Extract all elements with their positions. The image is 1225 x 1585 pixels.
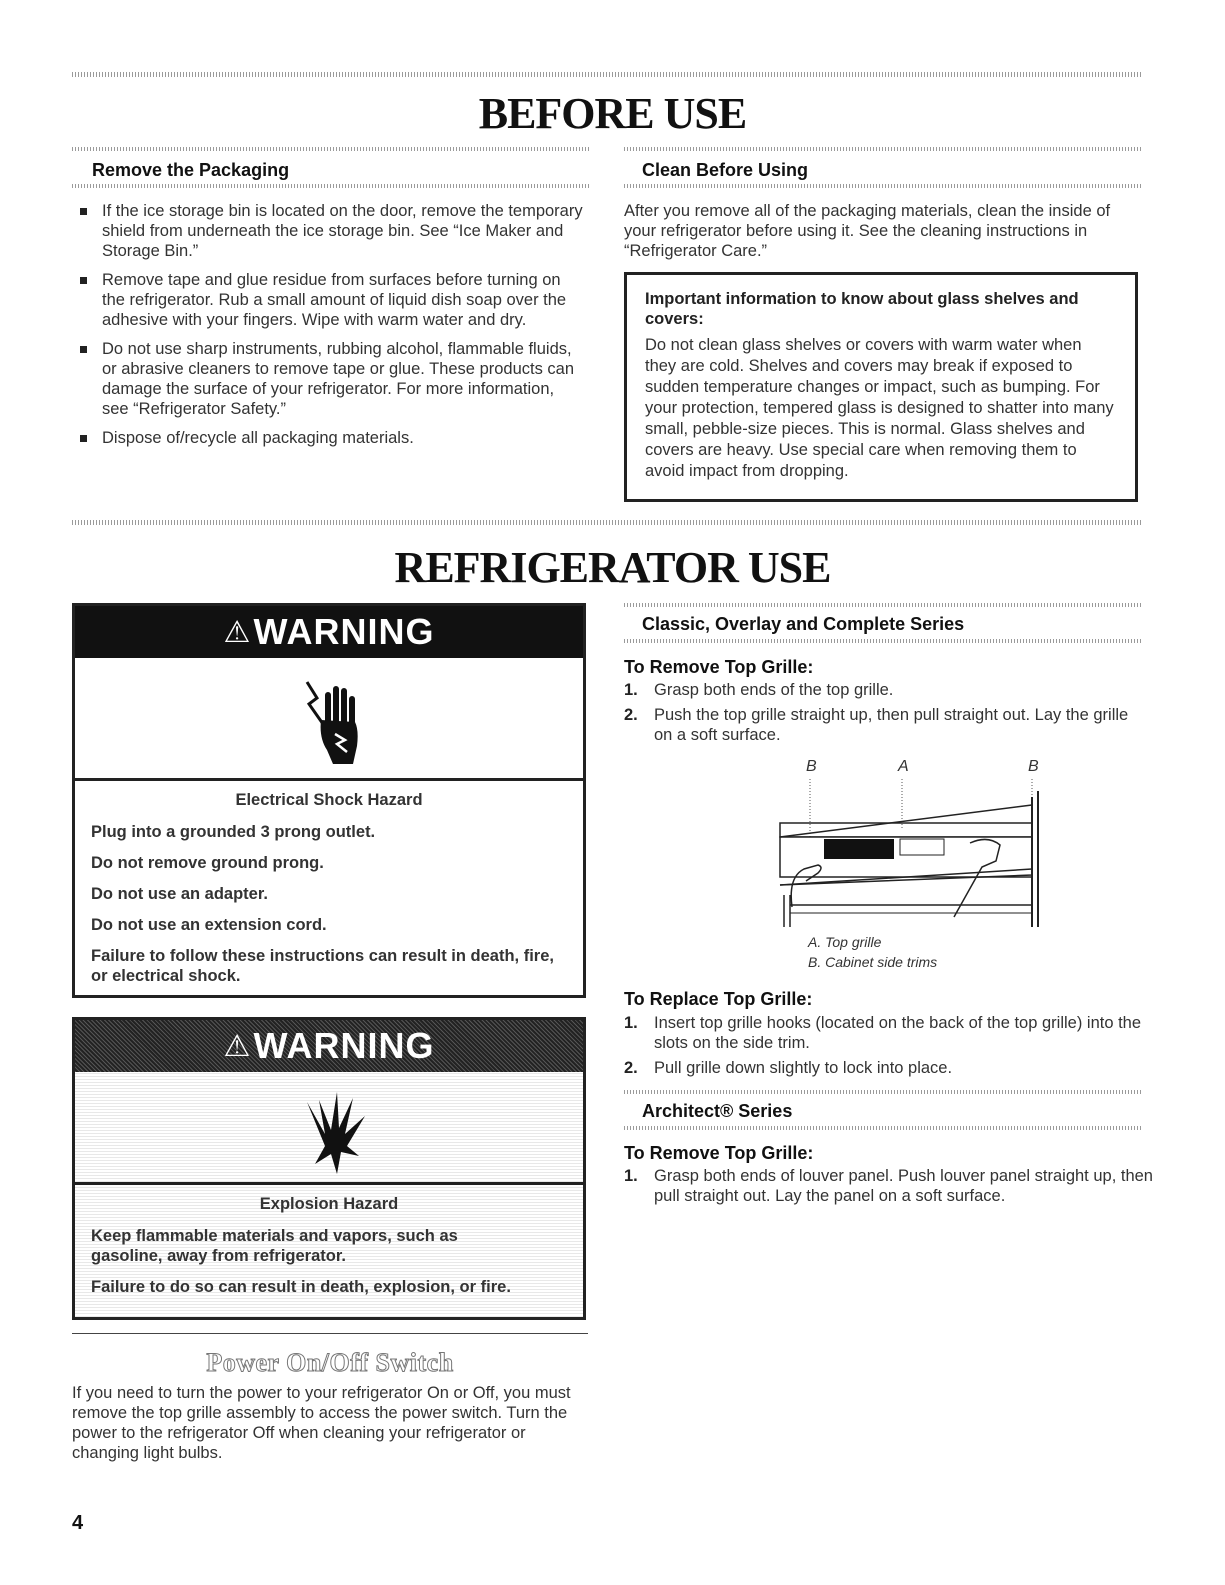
signal-word: WARNING xyxy=(253,611,435,652)
step-number: 2. xyxy=(624,1059,638,1077)
diagram-label-a: A xyxy=(898,758,909,775)
warning-header xyxy=(75,1020,583,1072)
warning-triangle-icon: ⚠ xyxy=(223,1030,252,1063)
explosion-warning-box xyxy=(72,1017,586,1320)
diagram-label-b-right: B xyxy=(1028,758,1039,775)
warning-triangle-icon: ⚠ xyxy=(223,616,252,649)
diagram-label-b-left: B xyxy=(806,758,817,775)
glass-shelves-info-box xyxy=(624,272,1138,502)
hazard-name: Explosion Hazard xyxy=(259,1195,399,1213)
section-divider xyxy=(624,639,1142,643)
step-item xyxy=(624,1058,1154,1078)
caption-cabinet-side-trims: B. Cabinet side trims xyxy=(808,954,938,970)
list-item: Do not use sharp instruments, rubbing alcohol, flammable fluids, or abrasive cleaners to remove tape or glue. These products can damage the surface of your refrigerator. For more information, see “Refrigerator Safety.” xyxy=(78,339,583,419)
classic-series-heading: Classic, Overlay and Complete Series xyxy=(642,614,965,634)
clean-before-using-text: After you remove all of the packaging materials, clean the inside of your refrigerator before using it. See the cleaning instructions in “Refrigerator Care.” xyxy=(624,202,1111,260)
before-use-title: BEFORE USE xyxy=(478,89,747,138)
architect-series-heading: Architect® Series xyxy=(642,1101,793,1121)
step-number: 2. xyxy=(624,706,638,724)
step-text: Grasp both ends of louver panel. Push louver panel straight up, then pull straight out. Lay the panel on a soft surface. xyxy=(654,1167,1153,1205)
step-text: Grasp both ends of the top grille. xyxy=(654,681,894,699)
warning-body xyxy=(75,1185,583,1317)
list-item: Remove tape and glue residue from surfaces before turning on the refrigerator. Rub a small amount of liquid dish soap over the adhesive with your fingers. Wipe with warm water and dry. xyxy=(78,270,583,330)
warning-line: Plug into a grounded 3 prong outlet. xyxy=(91,823,376,841)
list-item: Dispose of/recycle all packaging materials. xyxy=(78,428,583,448)
packaging-list xyxy=(78,201,583,457)
warning-line: Do not use an extension cord. xyxy=(91,916,327,934)
architect-remove-heading: To Remove Top Grille: xyxy=(624,1143,814,1163)
step-number: 1. xyxy=(624,681,638,699)
warning-line: Keep flammable materials and vapors, such as gasoline, away from refrigerator. xyxy=(91,1227,458,1265)
section-divider xyxy=(624,1090,1142,1094)
power-switch-text: If you need to turn the power to your refrigerator On or Off, you must remove the top grille assembly to access the power switch. Turn the power to the refrigerator Off when cleaning your refrigerator or changing light bulbs. xyxy=(72,1384,571,1462)
section-divider xyxy=(72,184,590,188)
warning-line: Failure to do so can result in death, explosion, or fire. xyxy=(91,1278,511,1296)
step-item xyxy=(624,1013,1154,1053)
step-text: Insert top grille hooks (located on the back of the top grille) into the slots on the side trim. xyxy=(654,1014,1142,1052)
step-item xyxy=(624,1166,1154,1206)
section-divider xyxy=(624,1126,1142,1130)
top-divider xyxy=(72,72,1142,77)
top-grille-diagram xyxy=(732,757,1052,932)
signal-word: WARNING xyxy=(253,1025,435,1066)
page-number: 4 xyxy=(72,1512,84,1534)
step-item xyxy=(624,705,1144,745)
remove-top-grille-heading: To Remove Top Grille: xyxy=(624,657,814,677)
step-text: Pull grille down slightly to lock into place. xyxy=(654,1059,953,1077)
warning-line: Do not remove ground prong. xyxy=(91,854,324,872)
caption-top-grille: A. Top grille xyxy=(808,934,882,950)
step-item xyxy=(624,680,1144,700)
warning-body xyxy=(75,781,583,1007)
section-divider xyxy=(624,603,1142,607)
step-number: 1. xyxy=(624,1167,638,1185)
section-divider xyxy=(72,147,590,151)
list-item: If the ice storage bin is located on the door, remove the temporary shield from underneath the ice storage bin. See “Ice Maker and Storage Bin.” xyxy=(78,201,583,261)
section-divider xyxy=(624,184,1142,188)
power-switch-title: Power On/Off Switch xyxy=(206,1348,454,1377)
warning-header xyxy=(75,606,583,658)
warning-line: Failure to follow these instructions can result in death, fire, or electrical shock. xyxy=(91,947,554,985)
step-number: 1. xyxy=(624,1014,638,1032)
power-switch-rule xyxy=(72,1333,588,1334)
electrical-shock-icon xyxy=(75,658,583,781)
remove-packaging-heading: Remove the Packaging xyxy=(92,160,290,180)
glass-info-text: Do not clean glass shelves or covers with warm water when they are cold. Shelves and covers may break if exposed to sudden temperature changes or impact, such as bumping. For your protection, tempered glass is designed to shatter into many small, pebble-size pieces. This is normal. Glass shelves and covers are heavy. Use special care when removing them to avoid impact from dropping. xyxy=(645,336,1114,480)
hazard-name: Electrical Shock Hazard xyxy=(235,791,423,809)
replace-top-grille-heading: To Replace Top Grille: xyxy=(624,989,813,1009)
glass-info-heading: Important information to know about glass shelves and covers: xyxy=(645,290,1079,328)
section-divider xyxy=(72,520,1142,525)
section-divider xyxy=(624,147,1142,151)
electrical-warning-box xyxy=(72,603,586,998)
warning-line: Do not use an adapter. xyxy=(91,885,268,903)
step-text: Push the top grille straight up, then pull straight out. Lay the grille on a soft surface. xyxy=(654,706,1129,744)
clean-before-using-heading: Clean Before Using xyxy=(642,160,809,180)
refrigerator-use-title: REFRIGERATOR USE xyxy=(394,543,831,592)
explosion-icon xyxy=(75,1072,583,1185)
